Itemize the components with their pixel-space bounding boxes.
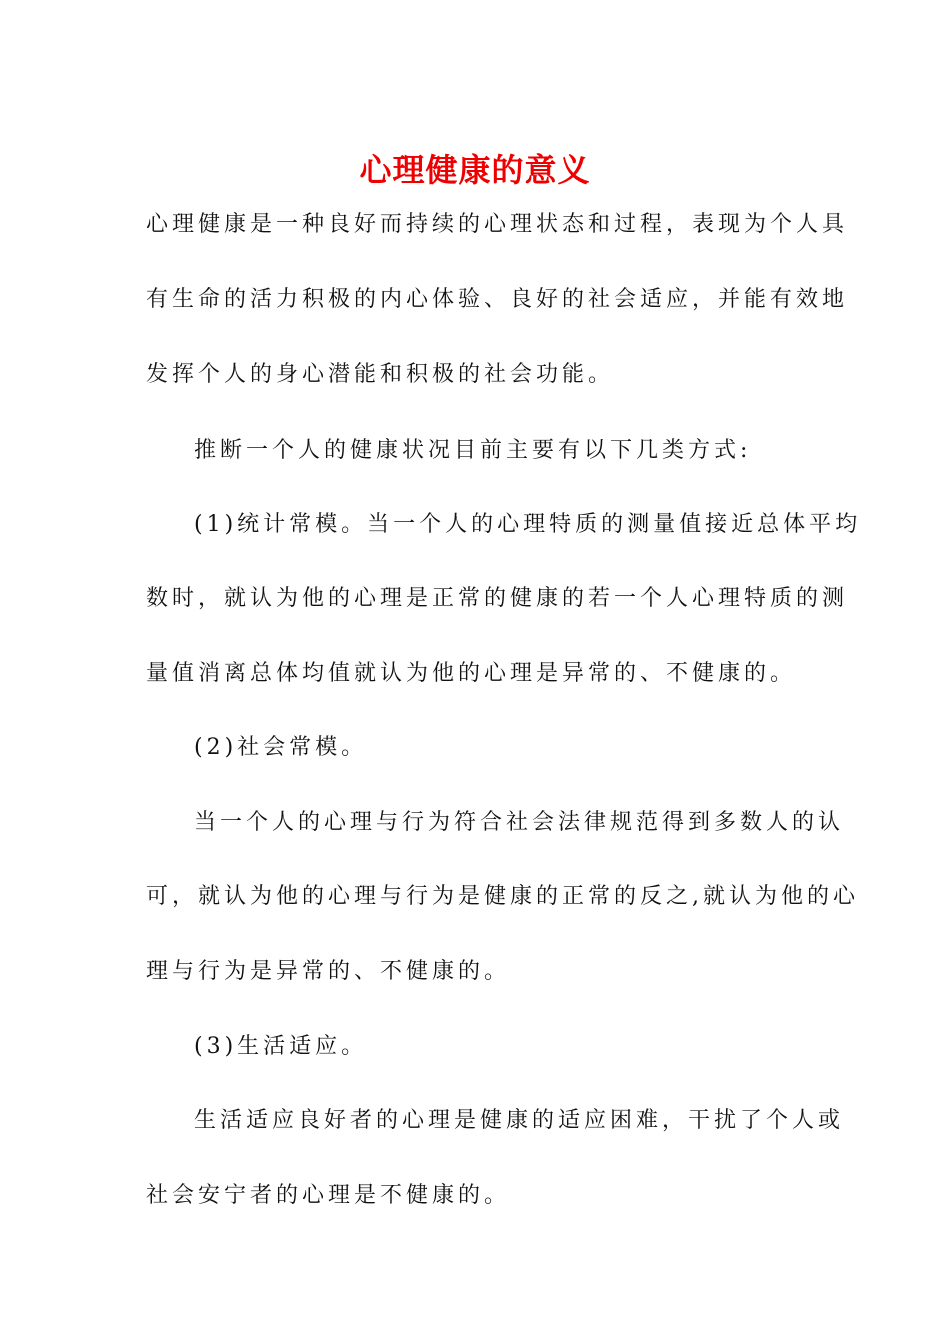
paragraph-line: 可，就认为他的心理与行为是健康的正常的反之,就认为他的心 xyxy=(146,884,859,909)
paragraph-line: 发挥个人的身心潜能和积极的社会功能。 xyxy=(146,362,615,387)
paragraph-line: (1)统计常模。当一个人的心理特质的测量值接近总体平均 xyxy=(194,512,862,537)
paragraph-line: (3)生活适应。 xyxy=(194,1034,368,1059)
paragraph-line: (2)社会常模。 xyxy=(194,735,368,760)
paragraph-line: 量值消离总体均值就认为他的心理是异常的、不健康的。 xyxy=(146,661,797,686)
paragraph-line: 推断一个人的健康状况目前主要有以下几类方式: xyxy=(194,438,752,463)
paragraph-line: 生活适应良好者的心理是健康的适应困难，干扰了个人或 xyxy=(194,1108,845,1133)
paragraph-line: 当一个人的心理与行为符合社会法律规范得到多数人的认 xyxy=(194,810,845,835)
paragraph-line: 数时，就认为他的心理是正常的健康的若一个人心理特质的测 xyxy=(146,586,849,611)
paragraph-line: 有生命的活力积极的内心体验、良好的社会适应，并能有效地 xyxy=(146,287,849,312)
document-title: 心理健康的意义 xyxy=(359,151,591,189)
paragraph-line: 社会安宁者的心理是不健康的。 xyxy=(146,1183,511,1208)
paragraph-line: 心理健康是一种良好而持续的心理状态和过程，表现为个人具 xyxy=(146,212,849,237)
paragraph-line: 理与行为是异常的、不健康的。 xyxy=(146,959,511,984)
